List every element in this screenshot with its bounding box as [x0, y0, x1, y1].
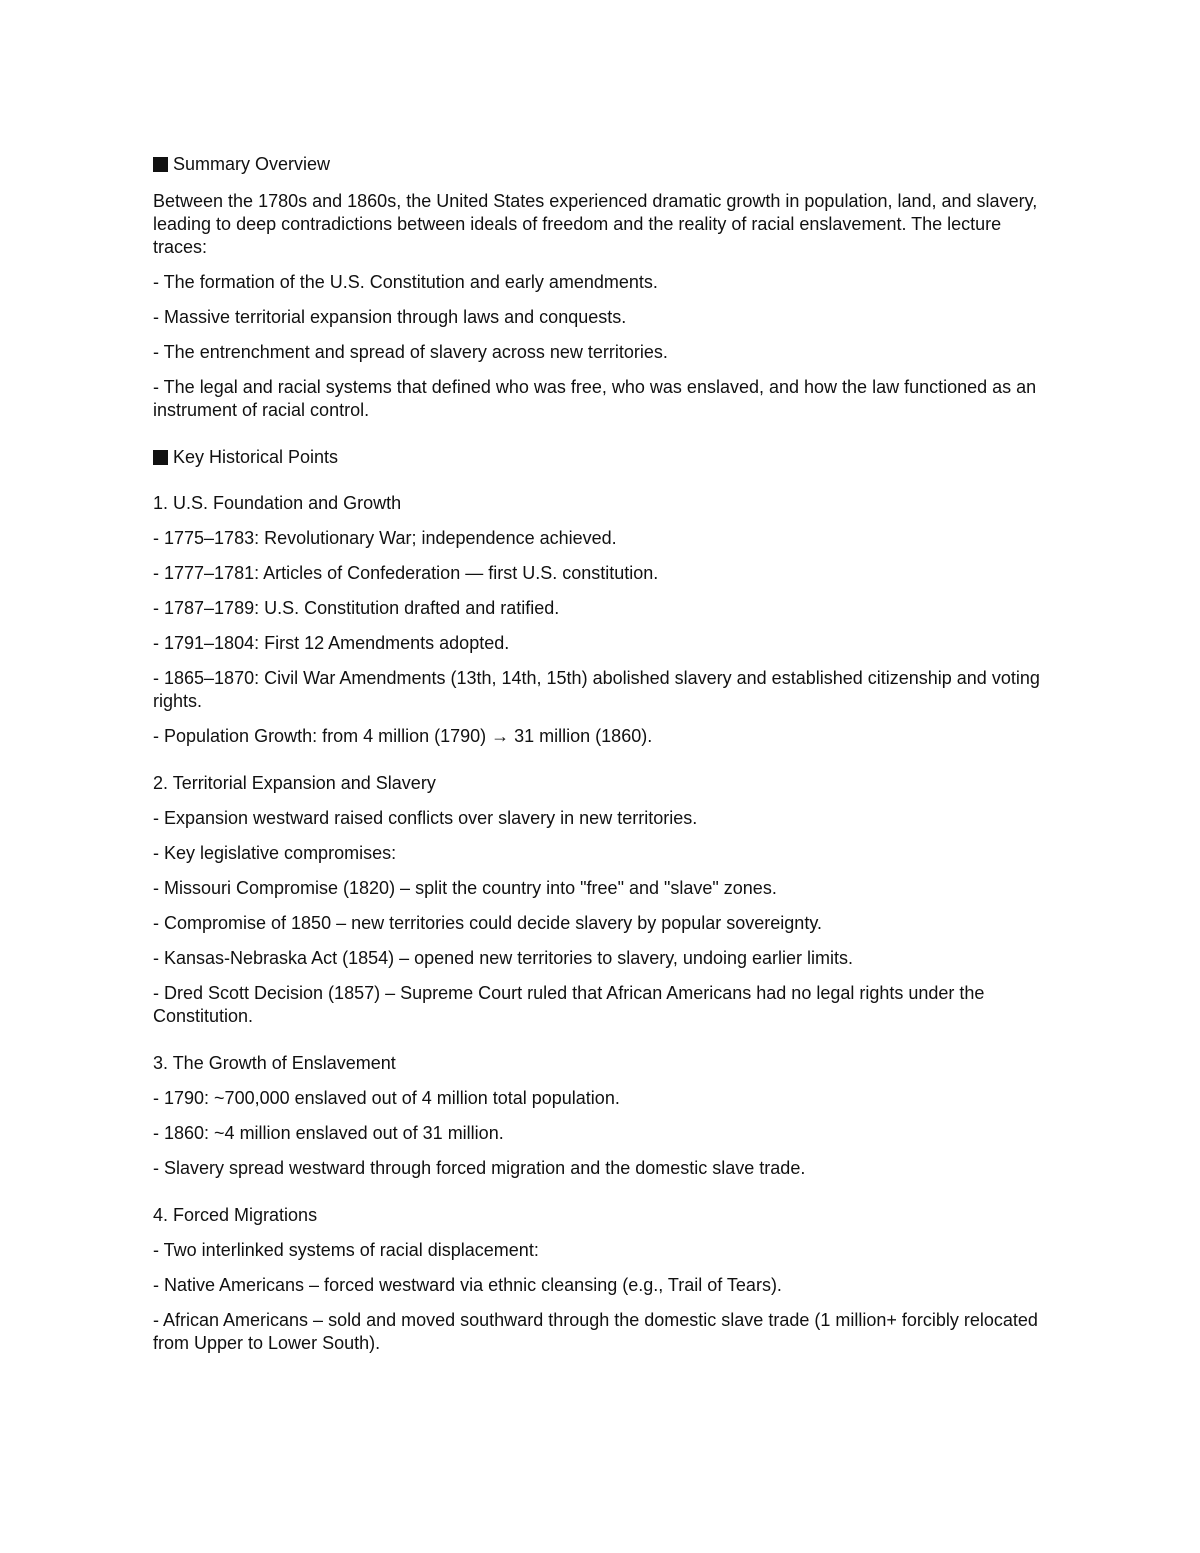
summary-point: - Massive territorial expansion through laws and conquests. — [153, 307, 627, 327]
section-item: - Kansas-Nebraska Act (1854) – opened new territories to slavery, undoing earlier limits. — [153, 948, 853, 968]
section-item: - Two interlinked systems of racial displacement: — [153, 1240, 539, 1260]
section-item: - 1777–1781: Articles of Confederation — first U.S. constitution. — [153, 563, 659, 583]
section-item: - 1775–1783: Revolutionary War; independence achieved. — [153, 528, 617, 548]
key-points-heading-text: Key Historical Points — [173, 447, 339, 467]
section-item: - Native Americans – forced westward via ethnic cleansing (e.g., Trail of Tears). — [153, 1275, 782, 1295]
section-item: - Key legislative compromises: — [153, 843, 397, 863]
summary-point: - The legal and racial systems that defined who was free, who was enslaved, and how the law functioned as an instrument of racial control. — [153, 377, 1037, 420]
section-title: 3. The Growth of Enslavement — [153, 1053, 396, 1073]
section-item: - Population Growth: from 4 million (1790) → 31 million (1860). — [153, 726, 653, 746]
summary-intro: Between the 1780s and 1860s, the United States experienced dramatic growth in population, land, and slavery, leading to deep contradictions between ideals of freedom and the reality of racial enslavement. The lecture traces: — [153, 191, 1038, 257]
section-item: - 1791–1804: First 12 Amendments adopted. — [153, 633, 510, 653]
section-item: - Missouri Compromise (1820) – split the country into "free" and "slave" zones. — [153, 878, 777, 898]
section-item: - 1860: ~4 million enslaved out of 31 million. — [153, 1123, 504, 1143]
section-title: 4. Forced Migrations — [153, 1205, 318, 1225]
section-item: - Dred Scott Decision (1857) – Supreme Court ruled that African Americans had no legal rights under the Constitution. — [153, 983, 985, 1026]
section-item: - African Americans – sold and moved southward through the domestic slave trade (1 million+ forcibly relocated from Upper to Lower South). — [153, 1310, 1038, 1353]
section-item: - Compromise of 1850 – new territories could decide slavery by popular sovereignty. — [153, 913, 822, 933]
section-item: - 1790: ~700,000 enslaved out of 4 million total population. — [153, 1088, 620, 1108]
summary-point: - The formation of the U.S. Constitution and early amendments. — [153, 272, 658, 292]
section-title: 1. U.S. Foundation and Growth — [153, 493, 402, 513]
section-item: - Expansion westward raised conflicts over slavery in new territories. — [153, 808, 698, 828]
summary-point: - The entrenchment and spread of slavery across new territories. — [153, 342, 668, 362]
section-item: - Slavery spread westward through forced migration and the domestic slave trade. — [153, 1158, 806, 1178]
key-points-heading — [153, 446, 1048, 469]
section-title: 2. Territorial Expansion and Slavery — [153, 773, 436, 793]
section-item: - 1865–1870: Civil War Amendments (13th, 14th, 15th) abolished slavery and established citizenship and voting rights. — [153, 668, 1040, 711]
square-bullet-icon — [153, 450, 168, 465]
summary-heading — [153, 153, 1048, 176]
square-bullet-icon — [153, 157, 168, 172]
document-page — [153, 153, 1048, 1355]
section-item: - 1787–1789: U.S. Constitution drafted and ratified. — [153, 598, 560, 618]
summary-heading-text: Summary Overview — [173, 154, 331, 174]
